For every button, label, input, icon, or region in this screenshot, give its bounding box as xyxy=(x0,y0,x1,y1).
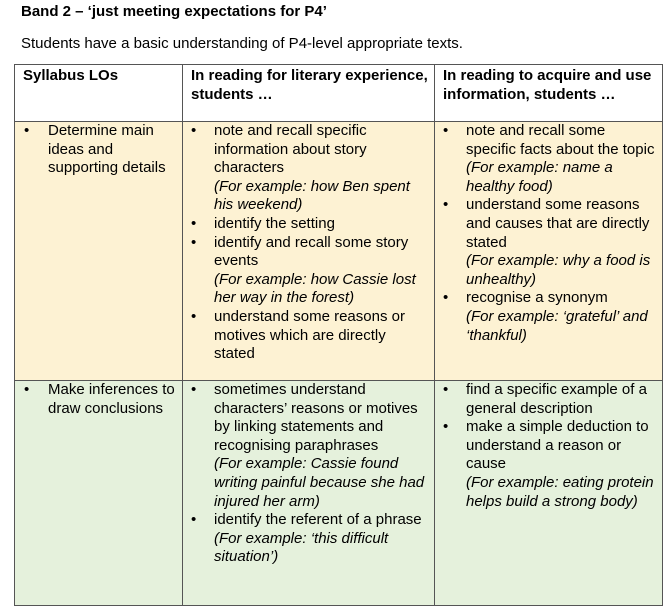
list-item xyxy=(183,215,434,234)
list-item xyxy=(183,308,434,364)
list-item xyxy=(435,418,662,511)
list-item xyxy=(435,196,662,289)
list-item xyxy=(183,381,434,511)
table-row xyxy=(15,122,663,381)
example-text: (For example: eating protein helps build a strong body) xyxy=(466,473,654,510)
point-text: identify the setting xyxy=(214,214,335,232)
example-text: (For example: how Cassie lost her way in the forest) xyxy=(214,270,416,307)
header-acquire-information: In reading to acquire and use information, students … xyxy=(435,65,663,122)
example-text: (For example: why a food is unhealthy) xyxy=(466,252,651,288)
syllabus-lo-cell xyxy=(15,381,183,606)
point-text: identify the referent of a phrase xyxy=(214,511,422,529)
list-item xyxy=(183,234,434,308)
information-cell xyxy=(435,381,663,606)
point-text: recognise a synonym xyxy=(466,289,608,307)
header-literary-experience: In reading for literary experience, students … xyxy=(183,65,435,122)
syllabus-lo: • Make inferences to draw conclusions xyxy=(15,381,182,418)
literary-cell xyxy=(183,122,435,381)
list-item xyxy=(435,122,662,196)
table-header-row xyxy=(15,65,663,122)
point-text: note and recall specific information about story characters xyxy=(214,122,367,177)
point-text: sometimes understand characters’ reasons or motives by linking statements and recognising paraphrases xyxy=(214,381,418,454)
literary-cell xyxy=(183,381,435,606)
example-text: (For example: ‘grateful’ and ‘thankful) xyxy=(466,307,648,344)
page-subtitle: Students have a basic understanding of P4-level appropriate texts. xyxy=(21,35,463,52)
point-text: identify and recall some story events xyxy=(214,233,409,270)
syllabus-lo-cell xyxy=(15,122,183,381)
point-text: make a simple deduction to understand a reason or cause xyxy=(466,418,649,473)
list-item xyxy=(435,381,662,418)
example-text: (For example: Cassie found writing painful because she had injured her arm) xyxy=(214,455,425,510)
information-cell xyxy=(435,122,663,381)
table-row xyxy=(15,381,663,606)
list-item xyxy=(183,122,434,215)
list-item xyxy=(183,511,434,567)
expectations-table xyxy=(14,64,663,606)
page-title: Band 2 – ‘just meeting expectations for P4’ xyxy=(21,3,327,20)
example-text: (For example: ‘this difficult situation’) xyxy=(214,529,389,566)
point-text: understand some reasons or motives which are directly stated xyxy=(214,307,405,363)
example-text: (For example: how Ben spent his weekend) xyxy=(214,177,410,214)
point-text: note and recall some specific facts about the topic xyxy=(466,122,655,158)
syllabus-lo: • Determine main ideas and supporting details xyxy=(15,122,182,178)
header-syllabus-los: Syllabus LOs xyxy=(15,65,183,122)
point-text: understand some reasons and causes that are directly stated xyxy=(466,196,650,251)
point-text: find a specific example of a general description xyxy=(466,381,647,417)
example-text: (For example: name a healthy food) xyxy=(466,159,613,195)
list-item xyxy=(435,289,662,345)
